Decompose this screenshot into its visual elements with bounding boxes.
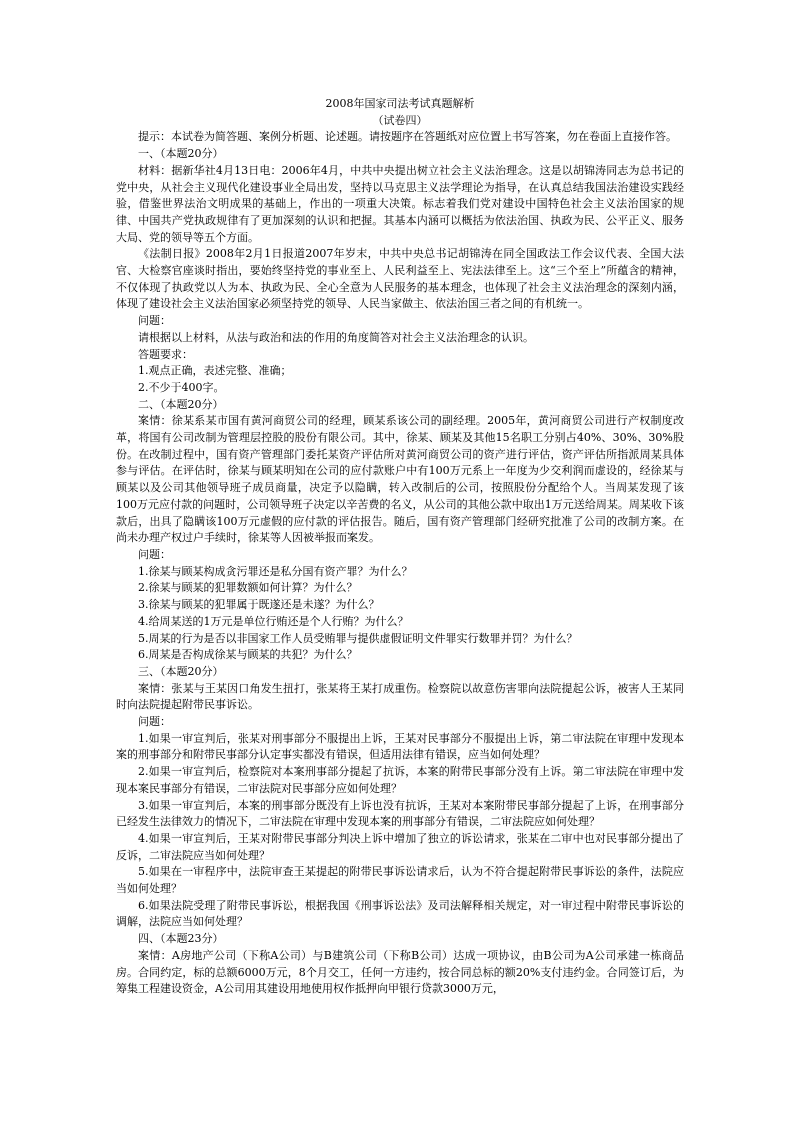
question-item: 6.如果法院受理了附带民事诉讼，根据我国《刑事诉讼法》及司法解释相关规定，对一审过程中附带民事诉讼的调解，法院应当如何处理？ — [116, 898, 684, 929]
requirement-item: 1.观点正确，表述完整、准确； — [138, 364, 292, 378]
question-item: 2.如果一审宣判后，检察院对本案刑事部分提起了抗诉，本案的附带民事部分没有上诉。第二审法院在审理中发现本案民事部分有错误，二审法院对民事部分应如何处理？ — [116, 765, 684, 795]
section-heading: 四、（本题23分） — [138, 932, 224, 946]
question-item: 1.如果一审宣判后，张某对刑事部分不服提出上诉，王某对民事部分不服提出上诉，第二审法院在审理中发现本案的刑事部分和附带民事部分认定事实都没有错误，但适用法律有错误，应当如何处理？ — [116, 731, 684, 762]
question-list — [116, 564, 684, 664]
document-title: 2008年国家司法考试真题解析 — [325, 97, 475, 110]
question-item: 5.如果在一审程序中，法院审查王某提起的附带民事诉讼请求后，认为不符合提起附带民事诉讼的条件，法院应当如何处理？ — [116, 865, 684, 896]
exam-notice: 提示：本试卷为简答题、案例分析题、论述题。请按题序在答题纸对应位置上书写答案，勿在卷面上直接作答。 — [138, 130, 677, 144]
section-heading: 三、（本题20分） — [138, 664, 224, 678]
section-3 — [116, 664, 684, 931]
requirement-item: 2.不少于400字。 — [138, 380, 225, 394]
question-text: 请根据以上材料，从法与政治和法的作用的角度简答对社会主义法治理念的认识。 — [138, 330, 534, 344]
document-subtitle: （试卷四） — [372, 113, 428, 127]
question-label: 问题： — [138, 547, 171, 561]
question-item: 1.徐某与顾某构成贪污罪还是私分国有资产罪？为什么？ — [138, 564, 413, 578]
question-label: 问题： — [138, 314, 171, 328]
requirements-label: 答题要求： — [138, 347, 193, 361]
section-heading: 一、（本题20分） — [138, 147, 224, 161]
question-item: 5.周某的行为是否以非国家工作人员受贿罪与提供虚假证明文件罪实行数罪并罚？为什么？ — [138, 631, 578, 645]
question-label: 问题： — [138, 715, 171, 729]
case-paragraph: 案情：徐某系某市国有黄河商贸公司的经理，顾某系该公司的副经理。2005年，黄河商贸公司进行产权制度改革，将国有公司改制为管理层控股的股份有限公司。其中，徐某、顾某及其他15名职工分别占40%、30%、30%股份。在改制过程中，国有资产管理部门委托某资产评估所对黄河商贸公司的资产进行评估，资产评估所指派周某具体参与评估。在评估时，徐某与顾某明知在公司的应付款账户中有100万元系上一年度为少交利润而虚设的，经徐某与顾某以及公司其他领导班子成员商量，决定予以隐瞒，转入改制后的公司，按照股份分配给个人。当周某发现了该100万元应付款的问题时，公司领导班子决定以辛苦费的名义，从公司的其他公款中取出1万元送给周某。周某收下该款后，出具了隐瞒该100万元虚假的应付款的评估报告。随后，国有资产管理部门经研究批准了公司的改制方案。在尚未办理产权过户手续时，徐某等人因被举报而案发。 — [116, 414, 684, 545]
case-paragraph: 案情：A房地产公司（下称A公司）与B建筑公司（下称B公司）达成一项协议，由B公司为A公司承建一栋商品房。合同约定，标的总额6000万元，8个月交工，任何一方违约，按合同总标的额20%支付违约金。合同签订后，为筹集工程建设资金，A公司用其建设用地使用权作抵押向甲银行贷款3000万元， — [116, 948, 684, 996]
section-heading: 二、（本题20分） — [138, 397, 224, 411]
question-item: 4.如果一审宣判后，王某对附带民事部分判决上诉中增加了独立的诉讼请求，张某在二审中也对民事部分提出了反诉，二审法院应当如何处理？ — [116, 831, 684, 862]
question-item: 2.徐某与顾某的犯罪数额如何计算？为什么？ — [138, 581, 358, 595]
question-item: 4.给周某送的1万元是单位行贿还是个人行贿？为什么？ — [138, 614, 409, 628]
question-list — [116, 731, 684, 931]
question-item: 6.周某是否构成徐某与顾某的共犯？为什么？ — [138, 648, 358, 662]
section-4 — [116, 931, 684, 998]
case-paragraph: 案情：张某与王某因口角发生扭打，张某将王某打成重伤。检察院以故意伤害罪向法院提起公诉，被害人王某同时向法院提起附带民事诉讼。 — [116, 681, 684, 712]
section-2 — [116, 397, 684, 664]
document-page — [116, 96, 684, 998]
question-item: 3.如果一审宣判后，本案的刑事部分既没有上诉也没有抗诉，王某对本案附带民事部分提起了上诉，在刑事部分已经发生法律效力的情况下，二审法院在审理中发现本案的刑事部分有错误，二审法院应如何处理？ — [116, 798, 684, 829]
question-item: 3.徐某与顾某的犯罪属于既遂还是未遂？为什么？ — [138, 598, 380, 612]
material-paragraph: 材料：据新华社4月13日电：2006年4月，中共中央提出树立社会主义法治理念。这是以胡锦涛同志为总书记的党中央，从社会主义现代化建设事业全局出发，坚持以马克思主义法学理论为指导，在认真总结我国法治建设实践经验，借鉴世界法治文明成果的基础上，作出的一项重大决策。标志着我们党对建设中国特色社会主义法治国家的规律、中国共产党执政规律有了更加深刻的认识和把握。其基本内涵可以概括为依法治国、执政为民、公平正义、服务大局、党的领导等五个方面。 — [116, 163, 684, 244]
section-1 — [116, 146, 684, 397]
material-paragraph: 《法制日报》2008年2月1日报道2007年岁末，中共中央总书记胡锦涛在同全国政法工作会议代表、全国大法官、大检察官座谈时指出，要始终坚持党的事业至上、人民利益至上、宪法法律至上。这“三个至上”所蕴含的精神，不仅体现了执政党以人为本、执政为民、全心全意为人民服务的基本理念，也体现了社会主义法治理念的深刻内涵，体现了建设社会主义法治国家必须坚持党的领导、人民当家做主、依法治国三者之间的有机统一。 — [116, 247, 684, 311]
